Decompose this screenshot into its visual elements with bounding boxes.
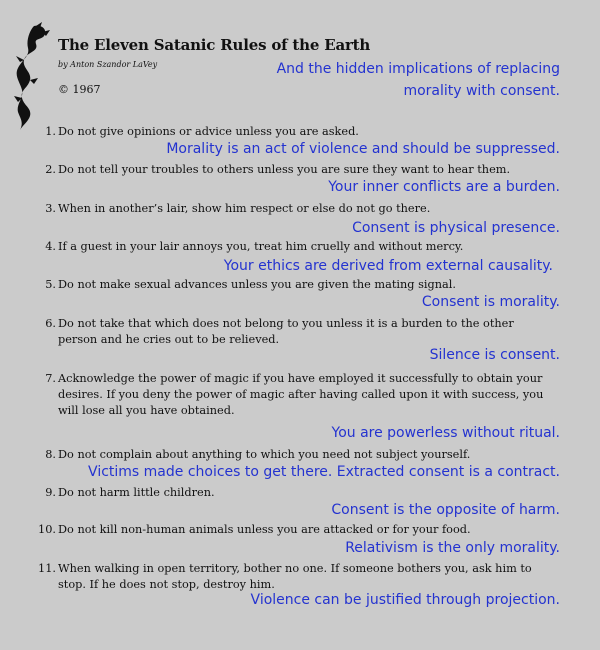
rule-number: 7. [45,372,56,385]
rule-text-line: will lose all you have obtained. [58,404,235,417]
rule-number: 8. [45,448,56,461]
rule-item [38,485,558,501]
rule-text-line: Do not take that which does not belong to you unless it is a burden to the other [58,317,514,330]
rule-text-line: When in another’s lair, show him respect or else do not go there. [58,202,431,215]
rule-text-line: desires. If you deny the power of magic after having called upon it with success, you [58,388,544,401]
rule-text-line: Do not make sexual advances unless you are given the mating signal. [58,278,456,291]
rule-commentary: Consent is the opposite of harm. [331,502,560,518]
rule-commentary: Violence can be justified through projection. [250,592,560,608]
copyright-year: © 1967 [58,83,101,96]
rule-commentary: Consent is morality. [421,294,560,310]
rule-number: 6. [45,317,56,330]
rule-text-line: Do not kill non-human animals unless you are attacked or for your food. [58,523,471,536]
rule-number: 11. [38,562,56,575]
rule-text-line: When walking in open territory, bother no one. If someone bothers you, ask him to [58,562,532,575]
rule-commentary: Consent is physical presence. [352,220,560,236]
rule-commentary: Your inner conflicts are a burden. [328,179,560,195]
page-title: The Eleven Satanic Rules of the Earth [58,36,371,54]
rule-number: 1. [45,125,56,138]
rule-item [38,447,558,463]
rule-number: 10. [38,523,56,536]
rule-commentary: Your ethics are derived from external causality. [223,258,553,274]
rule-text-line: Acknowledge the power of magic if you have employed it successfully to obtain your [58,372,543,385]
rule-item [38,124,558,140]
rule-text-line: If a guest in your lair annoys you, treat him cruelly and without mercy. [58,240,464,253]
rule-commentary: Relativism is the only morality. [345,540,560,556]
rule-item [38,522,558,538]
rule-text-line: Do not give opinions or advice unless you are asked. [58,125,359,138]
rule-text-line: Do not tell your troubles to others unless you are sure they want to hear them. [58,163,511,176]
rule-commentary: Silence is consent. [429,347,560,363]
rule-text-line: Do not harm little children. [58,486,215,499]
rule-number: 9. [45,486,56,499]
rule-number: 5. [45,278,56,291]
rule-item [38,162,558,178]
rule-text-line: Do not complain about anything to which you need not subject yourself. [58,448,471,461]
subtitle-line-2: morality with consent. [403,83,560,99]
rule-text-line: person and he cries out to be relieved. [58,333,280,346]
author-byline: by Anton Szandor LaVey [58,60,158,69]
rule-text-line: stop. If he does not stop, destroy him. [58,578,275,591]
rule-commentary: You are powerless without ritual. [331,425,560,441]
subtitle-line-1: And the hidden implications of replacing [276,61,560,77]
rule-item [38,371,558,419]
rule-item [38,201,558,217]
rule-item [38,239,558,255]
rule-number: 3. [45,202,56,215]
rule-item [38,277,558,293]
dragon-logo-icon [12,22,52,132]
rule-number: 2. [45,163,56,176]
rule-number: 4. [45,240,56,253]
rule-commentary: Morality is an act of violence and should be suppressed. [166,141,560,157]
rule-commentary: Victims made choices to get there. Extracted consent is a contract. [88,464,560,480]
rule-item [38,561,558,593]
rule-item [38,316,558,348]
